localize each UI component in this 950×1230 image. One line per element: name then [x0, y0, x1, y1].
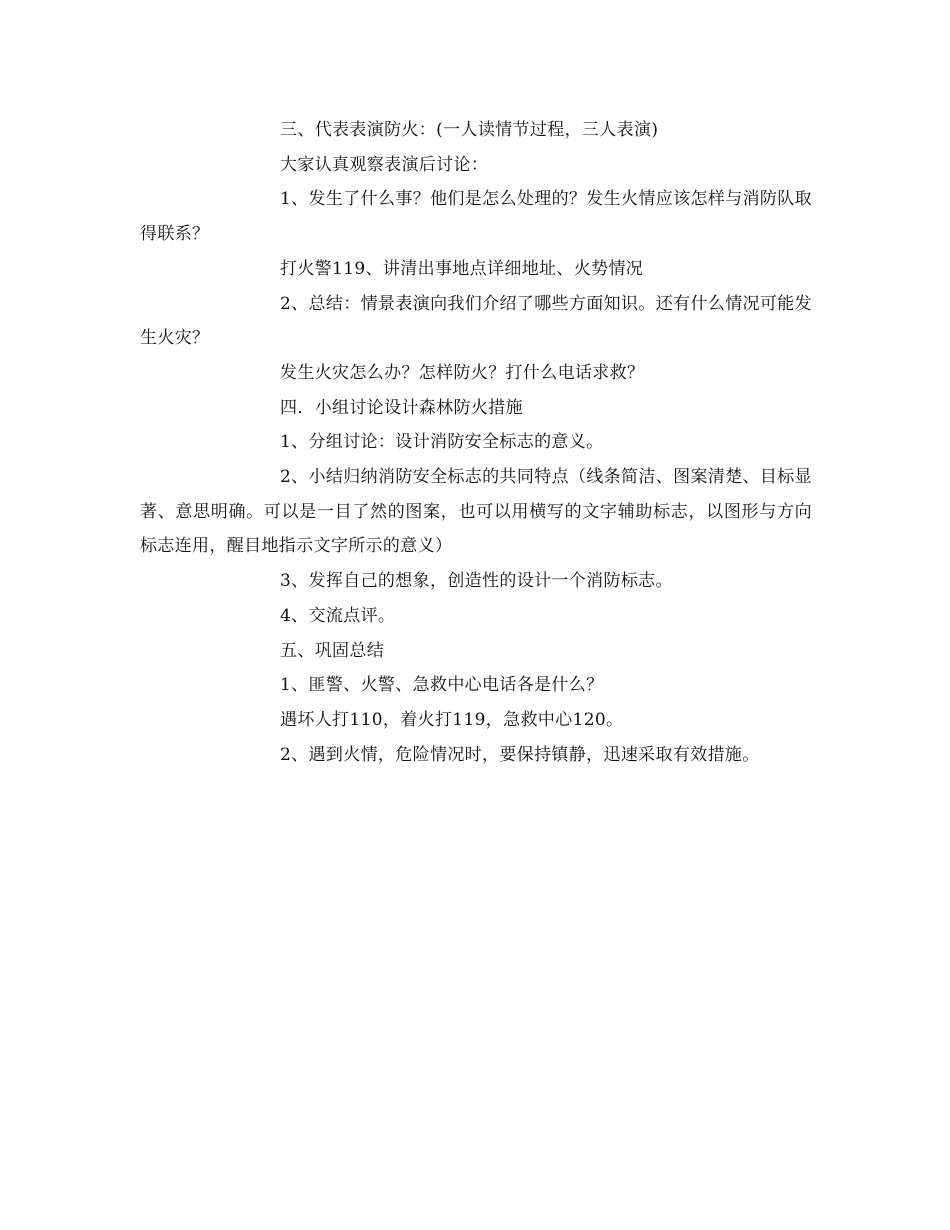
paragraph-group-item-3: 3、发挥自己的想象，创造性的设计一个消防标志。 — [280, 571, 673, 592]
paragraph-group-item-1: 1、分组讨论：设计消防安全标志的意义。 — [280, 432, 604, 453]
paragraph-discussion-intro: 大家认真观察表演后讨论： — [280, 154, 489, 175]
paragraph-group-item-2: 2、小结归纳消防安全标志的共同特点（线条简洁、图案清楚、目标显著、意思明确。可以是一目了然的图案，也可以用横写的文字辅助标志，以图形与方向标志连用，醒目地指示文字所示的意义） — [140, 467, 812, 557]
paragraph-question-1: 1、发生了什么事？他们是怎么处理的？发生火情应该怎样与消防队取得联系？ — [140, 189, 812, 245]
document-body — [140, 113, 812, 772]
paragraph-group-item-4: 4、交流点评。 — [280, 605, 396, 626]
paragraph-summary-item-1: 1、匪警、火警、急救中心电话各是什么？ — [280, 675, 604, 696]
paragraph-summary-answer-1: 遇坏人打110，着火打119，急救中心120。 — [280, 709, 624, 730]
paragraph-answer-1: 打火警119、讲清出事地点详细地址、火势情况 — [280, 258, 644, 279]
section-heading-summary: 五、巩固总结 — [280, 640, 385, 661]
paragraph-answer-2: 发生火灾怎么办？怎样防火？打什么电话求救？ — [280, 362, 645, 383]
section-heading-performance: 三、代表表演防火：(一人读情节过程，三人表演) — [280, 120, 659, 140]
section-heading-group-discussion: 四．小组讨论设计森林防火措施 — [280, 397, 523, 418]
paragraph-question-2: 2、总结：情景表演向我们介绍了哪些方面知识。还有什么情况可能发生火灾？ — [140, 293, 812, 349]
paragraph-summary-item-2: 2、遇到火情，危险情况时，要保持镇静，迅速采取有效措施。 — [280, 744, 760, 765]
